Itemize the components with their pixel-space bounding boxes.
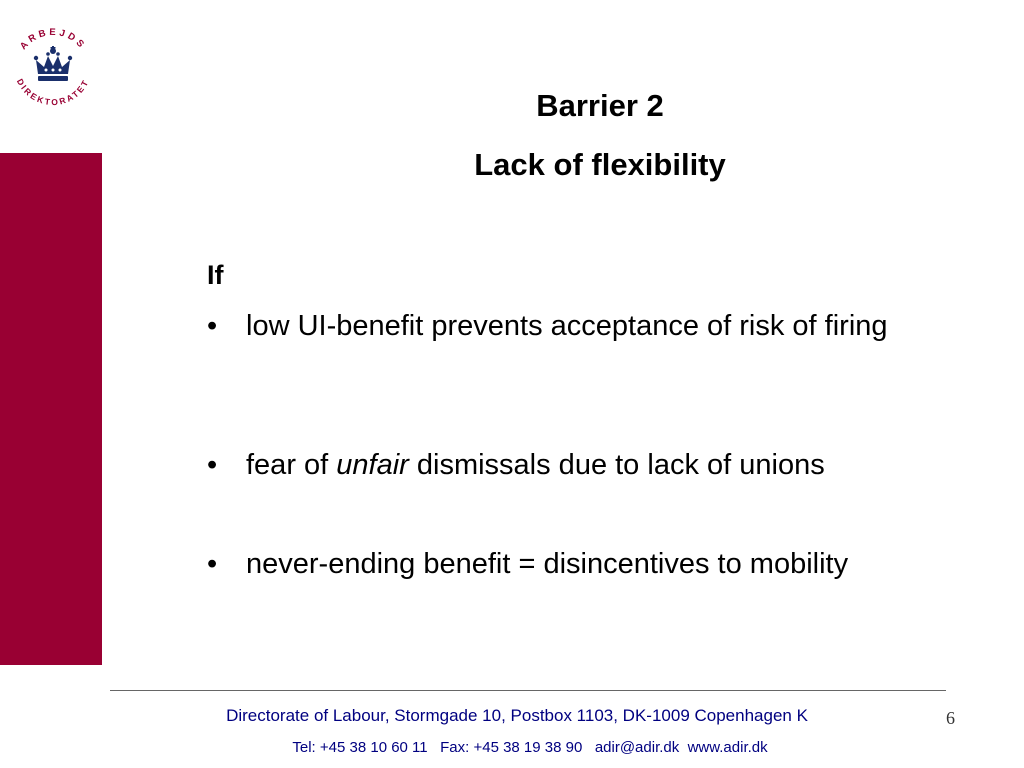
slide-subtitle: Lack of flexibility xyxy=(474,147,726,182)
bullet-marker: • xyxy=(207,449,218,481)
arbejdsdirektoratet-logo xyxy=(4,20,102,118)
page-number: 6 xyxy=(946,708,955,728)
bullet-marker: • xyxy=(207,548,218,580)
bullet-marker: • xyxy=(207,310,218,342)
bullet-text-prefix: fear of xyxy=(246,449,337,481)
footer-contact: Tel: +45 38 10 60 11 Fax: +45 38 19 38 90 adir@adir.dk www.adir.dk xyxy=(292,739,768,756)
slide-title: Barrier 2 xyxy=(536,88,664,123)
footer-address: Directorate of Labour, Stormgade 10, Postbox 1103, DK-1009 Copenhagen K xyxy=(226,706,808,725)
footer-divider xyxy=(110,690,946,691)
bullet-text: never-ending benefit = disincentives to mobility xyxy=(246,548,849,580)
condition-label: If xyxy=(207,260,224,290)
crown-icon xyxy=(4,20,102,118)
bullet-text-suffix: dismissals due to lack of unions xyxy=(408,449,825,481)
svg-text:ARBEJDS: ARBEJDS xyxy=(17,26,89,53)
svg-text:DIREKTORATET: DIREKTORATET xyxy=(14,76,92,108)
brand-side-bar xyxy=(0,153,102,665)
bullet-emphasis: unfair xyxy=(336,449,409,481)
bullet-text xyxy=(246,446,825,484)
bullet-text: low UI-benefit prevents acceptance of risk of firing xyxy=(246,310,888,342)
